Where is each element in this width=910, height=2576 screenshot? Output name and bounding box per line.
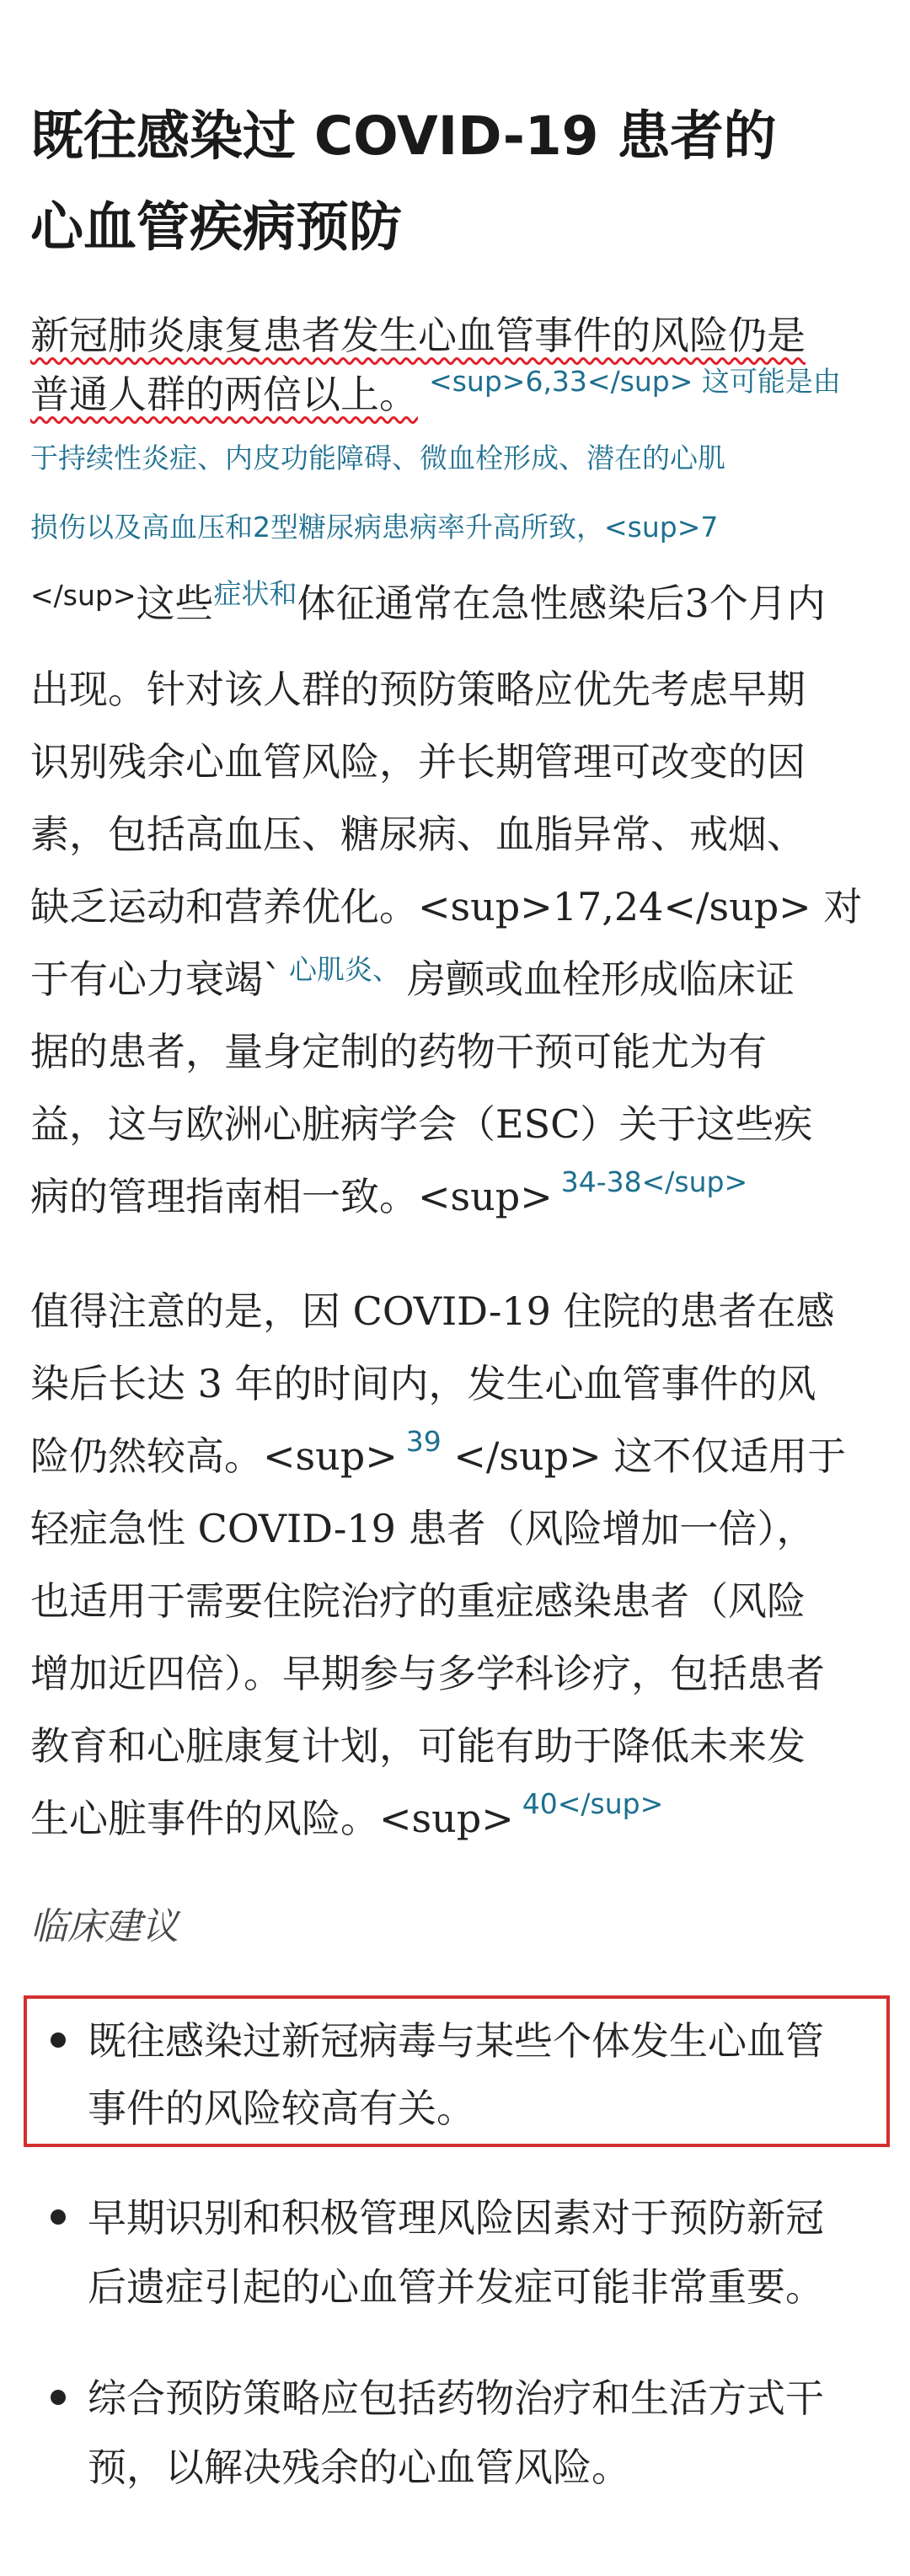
text-span: 于有心力衰竭`: [30, 956, 282, 1002]
p2-line-7: 教育和心脏康复计划，可能有助于降低未来发: [30, 1723, 806, 1769]
text-span: 病的管理指南相一致。<sup>: [30, 1174, 553, 1219]
bullet-3-line-2: 预，以解决残余的心血管风险。: [88, 2445, 630, 2490]
text-span: 生心脏事件的风险。<sup>: [30, 1796, 514, 1841]
p1-line-12: 益，这与欧洲心脏病学会（ESC）关于这些疾: [30, 1101, 813, 1147]
section-heading: 临床建议: [30, 1905, 179, 1948]
bullet-3-line-1: 综合预防策略应包括药物治疗和生活方式干: [88, 2375, 824, 2421]
p1-line-11: 据的患者，量身定制的药物干预可能尤为有: [30, 1029, 767, 1074]
p1-line-8: 素，包括高血压、糖尿病、血脂异常、戒烟、: [30, 811, 806, 857]
p1-line-10: [30, 949, 795, 1004]
p1-line-3: 于持续性炎症、内皮功能障碍、微血栓形成、潜在的心肌: [30, 442, 725, 474]
citation-link[interactable]: 40</sup>: [522, 1787, 664, 1820]
bullet-2-line-2: 后遗症引起的心血管并发症可能非常重要。: [88, 2264, 824, 2310]
p1-line-13: [30, 1166, 747, 1222]
citation-link[interactable]: 34-38</sup>: [560, 1165, 748, 1198]
p2-line-4: 轻症急性 COVID-19 患者（风险增加一倍），: [30, 1506, 816, 1551]
p2-line-3: [30, 1426, 846, 1481]
p1-line-6: 出现。针对该人群的预防策略应优先考虑早期: [30, 667, 806, 712]
text-span: 房颤或血栓形成临床证: [407, 956, 795, 1002]
p1-line-1: [30, 305, 806, 361]
p2-line-2: 染后长达 3 年的时间内，发生心血管事件的风: [30, 1361, 816, 1406]
citation-link[interactable]: <sup>6,33</sup> 这可能是由: [429, 365, 841, 398]
citation-link[interactable]: 39: [405, 1425, 442, 1458]
title-line-2: 心血管疾病预防: [30, 196, 402, 258]
p2-line-6: 增加近四倍）。早期参与多学科诊疗，包括患者: [30, 1651, 825, 1696]
p1-line-4: 损伤以及高血压和2型糖尿病患病率升高所致，<sup>7: [30, 511, 719, 544]
text-span: 险仍然较高。<sup>: [30, 1433, 398, 1479]
bullet-dot: [51, 2390, 66, 2405]
bullet-dot: [51, 2209, 66, 2225]
title-line-1: 既往感染过 COVID-19 患者的: [30, 105, 777, 167]
bullet-1-line-2: 事件的风险较高有关。: [88, 2086, 475, 2131]
inline-blue-text: 心肌炎、: [289, 953, 400, 986]
bullet-2-line-1: 早期识别和积极管理风险因素对于预防新冠: [88, 2195, 824, 2241]
p2-line-5: 也适用于需要住院治疗的重症感染患者（风险: [30, 1578, 806, 1624]
inline-blue-text: 症状和: [213, 577, 297, 610]
page-title: [30, 91, 881, 273]
bullet-dot: [51, 2032, 66, 2048]
sup-close-text: </sup>: [30, 579, 136, 612]
p2-line-8: [30, 1788, 663, 1844]
text-span: 这些: [136, 581, 214, 626]
text-span: 体征通常在急性感染后3个月内: [297, 581, 826, 626]
p2-line-1: 值得注意的是，因 COVID-19 住院的患者在感: [30, 1288, 835, 1334]
p1-line-7: 识别残余心血管风险，并长期管理可改变的因: [30, 739, 806, 785]
p1-line-9: 缺乏运动和营养优化。<sup>17,24</sup> 对: [30, 884, 863, 929]
bullet-1-line-1: 既往感染过新冠病毒与某些个体发生心血管: [88, 2018, 824, 2064]
underlined-text: 普通人群的两倍以上。: [30, 372, 418, 417]
p1-line-2: [30, 364, 841, 420]
underlined-text: 新冠肺炎康复患者发生心血管事件的风险仍是: [30, 313, 806, 358]
text-span: </sup> 这不仅适用于: [441, 1433, 847, 1479]
p1-line-5: [30, 573, 826, 629]
